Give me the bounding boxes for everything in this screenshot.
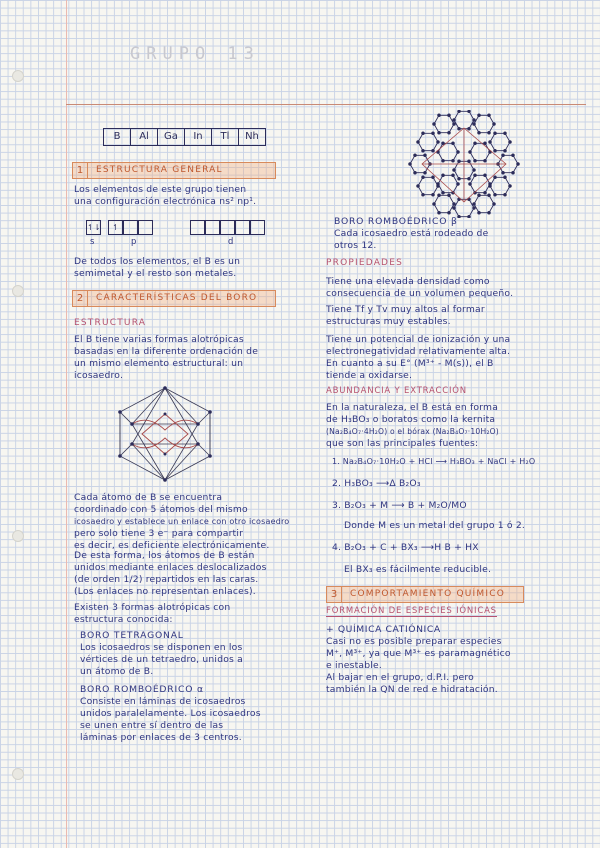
inner-face — [142, 414, 188, 454]
boron-atom — [448, 131, 451, 134]
boron-atom — [468, 177, 471, 180]
boron-atom — [442, 191, 445, 194]
boron-atom — [452, 159, 455, 162]
text-line: pero solo tiene 3 e⁻ para compartir — [74, 528, 244, 539]
boron-atom — [409, 163, 412, 166]
boron-atom — [489, 141, 492, 144]
orbital-label: d — [228, 236, 234, 246]
orbital-box — [250, 220, 265, 235]
boron-atom — [494, 176, 497, 179]
back-triangle — [132, 424, 198, 480]
boron-atom — [458, 127, 461, 130]
section-3-text — [326, 624, 588, 696]
boron-atom — [442, 174, 445, 177]
section-2-body-1 — [74, 492, 324, 552]
boron-atom — [453, 123, 456, 126]
binder-hole — [12, 285, 24, 297]
boron-atom — [489, 183, 492, 186]
boron-atom — [432, 193, 435, 196]
text-line: Los elementos de este grupo tienen — [74, 184, 247, 195]
delocalized-bond — [132, 438, 198, 448]
boron-atom — [453, 119, 456, 122]
element-cell: In — [185, 129, 212, 145]
form-title: BORO ROMBOÉDRICO β — [334, 216, 458, 227]
section-2-header — [72, 290, 276, 307]
boron-atom — [438, 211, 441, 214]
section-2-body-2 — [74, 550, 324, 598]
boron-atom — [414, 171, 417, 174]
element-cell: Al — [131, 129, 158, 145]
boron-atom — [474, 174, 477, 177]
heading-propiedades: PROPIEDADES — [326, 258, 403, 268]
boron-atom — [442, 159, 445, 162]
boron-atom — [457, 183, 460, 186]
text-line: electronegatividad relativamente alta. — [326, 346, 511, 357]
header-rule — [66, 104, 586, 105]
text-line: un mismo elemento estructural: un — [74, 358, 244, 369]
section-2-body-3 — [74, 602, 324, 626]
boron-atom — [484, 174, 487, 177]
text-line: también la QN de red e hidratación. — [326, 684, 498, 695]
boron-atom — [488, 114, 491, 117]
hexagon-ring — [490, 133, 510, 150]
boron-atom — [474, 159, 477, 162]
subheading-especies-ionicas: FORMACIÓN DE ESPECIES IÓNICAS — [326, 606, 497, 616]
orbital-box — [123, 220, 138, 235]
outer-hexagon — [120, 388, 210, 480]
text-line: de H₃BO₃ o boratos como la kernita — [326, 414, 496, 425]
element-cell: Tl — [212, 129, 239, 145]
boron-atom — [437, 141, 440, 144]
reaction-1: 1. Na₂B₄O₇·10H₂O + HCl ⟶ H₃BO₃ + NaCl + H₂O — [332, 457, 536, 466]
boron-atom — [493, 203, 496, 206]
boron-atom — [438, 114, 441, 117]
boron-atom — [468, 160, 471, 163]
boron-atom — [452, 174, 455, 177]
text-line: Casi no es posible preparar especies — [326, 636, 502, 647]
text-line: Cada átomo de B se encuentra — [74, 492, 223, 503]
boron-atom — [422, 132, 425, 135]
orbital-box — [205, 220, 220, 235]
boron-atom — [478, 194, 481, 197]
boron-atom — [484, 191, 487, 194]
boron-atom — [422, 176, 425, 179]
reaction-note: Donde M es un metal del grupo 1 ó 2. — [344, 520, 526, 531]
heading-abundancia: ABUNDANCIA Y EXTRACCIÓN — [326, 386, 467, 396]
section-number: 2 — [73, 291, 88, 306]
boron-atom — [494, 193, 497, 196]
text-line: M⁺, M³⁺, ya que M³⁺ es paramagnético — [326, 648, 511, 659]
text-line: láminas por enlaces de 3 centros. — [80, 732, 242, 743]
orbital-box: ↿ — [108, 220, 123, 235]
text-line: unidos paralelamente. Los icosaedros — [80, 708, 261, 719]
text-line: Existen 3 formas alotrópicas con — [74, 602, 231, 613]
text-line: otros 12. — [334, 240, 377, 251]
form-title: BORO TETRAGONAL — [80, 630, 184, 641]
boron-atom — [504, 193, 507, 196]
text-line: un átomo de B. — [80, 666, 154, 677]
boron-atom — [448, 114, 451, 117]
orbital-box — [220, 220, 235, 235]
text-line: consecuencia de un volumen pequeño. — [326, 288, 514, 299]
delocalized-bond — [132, 420, 198, 430]
boron-atom — [432, 176, 435, 179]
boron-atom — [469, 183, 472, 186]
boron-atom — [517, 163, 520, 166]
boron-atom — [468, 127, 471, 130]
propiedades-p1 — [326, 276, 586, 300]
binder-hole — [12, 530, 24, 542]
hexagon-ring — [418, 177, 438, 194]
text-line: semimetal y el resto son metales. — [74, 268, 237, 279]
text-line: (Na₂B₄O₇·4H₂O) o el bórax (Na₂B₄O₇·10H₂O) — [326, 427, 499, 436]
text-line: Cada icosaedro está rodeado de — [334, 228, 489, 239]
text-line: se unen entre sí dentro de las — [80, 720, 224, 731]
binder-hole — [12, 768, 24, 780]
front-triangle — [132, 388, 198, 444]
boron-atom — [458, 160, 461, 163]
orbital-box — [235, 220, 250, 235]
boron-atom — [509, 185, 512, 188]
boron-atom — [448, 211, 451, 214]
boron-atom — [458, 177, 461, 180]
section-2-intro — [74, 334, 319, 382]
text-line: En cuanto a su E° (M³⁺ - M(s)), el B — [326, 358, 494, 369]
boron-atom — [433, 123, 436, 126]
form-romboedrico-alpha — [80, 684, 325, 744]
boron-atom — [473, 169, 476, 172]
section-number: 1 — [73, 163, 88, 178]
text-line: coordinado con 5 átomos del mismo — [74, 504, 248, 515]
reaction-note: El BX₃ es fácilmente reducible. — [344, 564, 492, 575]
s-orbital — [86, 220, 101, 235]
text-line: basadas en la diferente ordenación de — [74, 346, 259, 357]
orbital-label: p — [131, 236, 137, 246]
boron-atom — [417, 141, 420, 144]
text-line: icosaedro. — [74, 370, 124, 381]
element-cell: Nh — [245, 131, 259, 142]
margin-line — [66, 0, 67, 848]
text-line: Tiene una elevada densidad como — [326, 276, 490, 287]
hexagon-ring — [474, 195, 494, 212]
section-number: 3 — [327, 587, 342, 602]
element-row — [103, 128, 266, 146]
section-heading: COMPORTAMIENTO QUÍMICO — [342, 587, 523, 602]
boron-atom — [453, 207, 456, 210]
hexagon-ring — [470, 175, 490, 192]
reaction-2: 2. H₃BO₃ ⟶Δ B₂O₃ — [332, 478, 421, 489]
section-1-text — [74, 184, 314, 208]
subheading-estructura: ESTRUCTURA — [74, 318, 147, 328]
boron-atom — [437, 183, 440, 186]
boron-atom — [484, 142, 487, 145]
text-line: De esta forma, los átomos de B están — [74, 550, 255, 561]
section-heading: ESTRUCTURA GENERAL — [88, 163, 275, 178]
boron-atom — [438, 194, 441, 197]
boron-atom — [438, 131, 441, 134]
boron-atom — [478, 211, 481, 214]
orbital-box — [190, 220, 205, 235]
binder-hole — [12, 70, 24, 82]
boron-atom — [432, 149, 435, 152]
section-1-header — [72, 162, 276, 179]
text-line: (de orden 1/2) repartidos en las caras. — [74, 574, 259, 585]
boron-atom — [422, 149, 425, 152]
boron-atom — [502, 171, 505, 174]
boron-atom — [488, 131, 491, 134]
boron-atom — [473, 119, 476, 122]
text-line: De todos los elementos, el B es un — [74, 256, 241, 267]
boron-atom — [488, 211, 491, 214]
boron-atom — [424, 154, 427, 157]
text-line: El B tiene varias formas alotrópicas — [74, 334, 244, 345]
icosahedron-drawing — [112, 384, 218, 484]
item-title: + QUÍMICA CATIÓNICA — [326, 624, 441, 635]
hexagon-ring — [438, 143, 458, 160]
orbital-diagram — [86, 220, 276, 248]
section-1-after — [74, 256, 314, 280]
boron-atom — [484, 159, 487, 162]
boron-atom — [424, 171, 427, 174]
text-line: estructura conocida: — [74, 614, 173, 625]
boron-atom — [512, 171, 515, 174]
boron-atom — [509, 141, 512, 144]
boron-atom — [478, 131, 481, 134]
hexagon-ring — [474, 115, 494, 132]
boron-atom — [478, 114, 481, 117]
boron-atom — [473, 207, 476, 210]
text-line: Consiste en láminas de icosaedros — [80, 696, 246, 707]
boron-atom — [458, 110, 461, 113]
boron-atom — [433, 203, 436, 206]
text-line: tiende a oxidarse. — [326, 370, 413, 381]
hexagon-ring — [434, 195, 454, 212]
text-line: vértices de un tetraedro, unidos a — [80, 654, 243, 665]
element-cell: Ga — [158, 129, 185, 145]
boron-atom — [474, 142, 477, 145]
boron-atom — [448, 194, 451, 197]
text-line: que son las principales fuentes: — [326, 438, 479, 449]
boron-atom — [452, 142, 455, 145]
text-line: icosaedro y establece un enlace con otro icosaedro — [74, 517, 290, 526]
propiedades-p2 — [326, 304, 586, 328]
boron-atom — [473, 123, 476, 126]
element-cell: B — [104, 129, 131, 145]
boron-atom — [488, 194, 491, 197]
boron-atom — [504, 132, 507, 135]
text-line: En la naturaleza, el B está en forma — [326, 402, 499, 413]
hexagon-ring — [454, 111, 474, 128]
text-line: unidos mediante enlaces deslocalizados — [74, 562, 267, 573]
text-line: Tiene un potencial de ionización y una — [326, 334, 511, 345]
orbital-label: s — [90, 236, 95, 246]
hexagon-ring — [490, 177, 510, 194]
text-line: e inestable. — [326, 660, 382, 671]
orbital-box: ↿⇂ — [86, 220, 101, 235]
boron-atom — [432, 132, 435, 135]
hexagon-ring — [418, 133, 438, 150]
form-tetragonal — [80, 630, 325, 678]
p-orbitals — [108, 220, 153, 235]
form-title: BORO ROMBOÉDRICO α — [80, 684, 204, 695]
section-3-header — [326, 586, 524, 603]
boron-atom — [422, 193, 425, 196]
boron-atom — [502, 154, 505, 157]
section-heading: CARACTERÍSTICAS DEL BORO — [88, 291, 275, 306]
propiedades-p3 — [326, 334, 586, 382]
boron-atom — [494, 132, 497, 135]
boron-atom — [414, 154, 417, 157]
boron-atom — [493, 123, 496, 126]
boron-atom — [468, 110, 471, 113]
boron-atom — [453, 203, 456, 206]
text-line: estructuras muy estables. — [326, 316, 451, 327]
boron-atom — [442, 142, 445, 145]
text-line: Tiene Tf y Tv muy altos al formar — [326, 304, 485, 315]
boron-atom — [417, 185, 420, 188]
d-orbitals — [190, 220, 265, 235]
boron-atom — [473, 203, 476, 206]
text-line: es decir, es deficiente electrónicamente. — [74, 540, 270, 551]
text-line: Al bajar en el grupo, d.P.I. pero — [326, 672, 474, 683]
hexagon-ring — [470, 143, 490, 160]
reaction-3: 3. B₂O₃ + M ⟶ B + M₂O/MO — [332, 500, 467, 511]
reaction-4: 4. B₂O₃ + C + BX₃ ⟶H B + HX — [332, 542, 479, 553]
boron-atom — [512, 154, 515, 157]
hexagon-ring — [434, 115, 454, 132]
page-title: GRUPO 13 — [130, 44, 260, 64]
boron-atom — [457, 151, 460, 154]
boron-beta-drawing — [398, 110, 530, 218]
abundancia-text — [326, 402, 588, 450]
orbital-box — [138, 220, 153, 235]
hexagon-ring — [438, 175, 458, 192]
boron-atom — [453, 169, 456, 172]
boron-atom — [469, 151, 472, 154]
boron-atom — [504, 176, 507, 179]
text-line: una configuración electrónica ns² np¹. — [74, 196, 257, 207]
text-line: (Los enlaces no representan enlaces). — [74, 586, 256, 597]
beta-form — [334, 216, 584, 252]
boron-atom — [504, 149, 507, 152]
boron-atom — [494, 149, 497, 152]
text-line: Los icosaedros se disponen en los — [80, 642, 243, 653]
